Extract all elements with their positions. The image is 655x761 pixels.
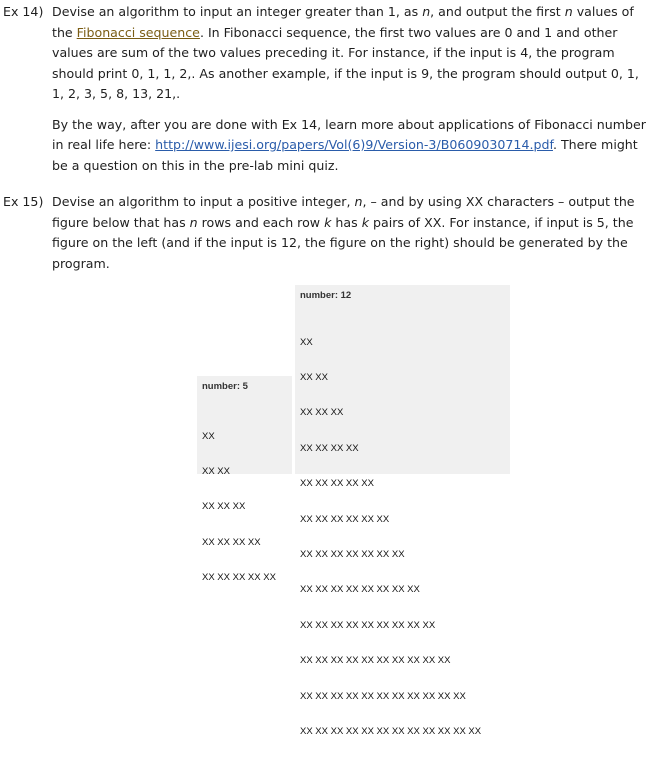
ex14-text-b: , and output the first [430,4,565,19]
exercise-14-paragraph-2 [52,115,652,177]
figure-12-header: number: 12 [300,290,352,301]
ex14-text-d: . In Fibonacci sequence, the first two values are 0 and 1 and other values are sum of the two values preceding it. For instance, if the input is 4, the program should print 0, 1, 1, 2,. As another example, if the input is 9, the program should output 0, 1, 1, 2, 3, 5, 8, 13, 21,. [52,24,639,101]
ex14-text-a: Devise an algorithm to input an integer greater than 1, as [52,4,423,19]
figure-row: XX XX XX XX XX XX XX [300,548,405,560]
figure-row: XX XX [202,465,230,477]
ex15-text-e: pairs of XX. For instance, if input is 5, the figure on the left (and if the input is 12, the figure on the right) should be generated by the program. [52,214,634,271]
fibonacci-sequence-link[interactable]: Fibonacci sequence [76,24,200,40]
figure-row: XX XX XX XX XX XX XX XX XX XX [300,655,451,667]
figure-5-header: number: 5 [202,381,248,392]
figure-row: XX XX XX [300,407,344,419]
figure-row: XX XX XX XX [300,442,359,454]
ex15-text-d: has [331,214,362,230]
figure-input-12 [295,285,510,737]
figure-row: XX XX XX [202,501,246,513]
ex15-var-k: k [324,214,332,230]
ex14-var-n: n [564,4,573,19]
ex15-var-k: k [361,214,369,230]
figure-row: XX XX XX XX XX [300,478,374,490]
ex15-text-b: , – and by using XX characters – output the figure below that has [52,194,635,230]
figure-row: XX XX XX XX XX [202,572,276,584]
ex15-var-n: n [354,194,363,209]
exercise-15-paragraph [52,192,652,274]
ex14-text-c: values of the [52,4,634,40]
figure-row: XX XX XX XX [202,536,261,548]
figure-row: XX XX XX XX XX XX XX XX XX XX XX [300,690,466,702]
ex15-var-n: n [189,214,198,230]
exercise-15-body [52,192,652,274]
ex14-text-e: By the way, after you are done with Ex 14, learn more about applications of Fibonacci number in real life here: [52,116,646,152]
ex15-text-c: rows and each row [197,214,325,230]
exercise-14-label: Ex 14) [3,4,44,19]
fibonacci-paper-link[interactable]: http://www.ijesi.org/papers/Vol(6)9/Version-3/B0609030714.pdf [155,137,553,152]
exercise-15-label: Ex 15) [3,194,44,209]
ex14-var-n: n [422,4,431,19]
figure-row: XX XX XX XX XX XX XX XX XX XX XX XX [300,725,482,737]
ex14-text-f: . There might be a question on this in the pre-lab mini quiz. [52,137,638,173]
exercise-14-paragraph-1 [52,2,652,105]
figure-row: XX [300,336,313,348]
figure-row: XX XX XX XX XX XX XX XX XX [300,619,436,631]
figure-row: XX XX [300,371,328,383]
figure-row: XX [202,430,215,442]
figure-12-rows [300,313,481,761]
figure-row: XX XX XX XX XX XX [300,513,390,525]
figure-input-5 [197,376,292,584]
figure-row: XX XX XX XX XX XX XX XX [300,584,420,596]
exercise-14-body [52,2,652,176]
figure-5-rows [202,407,276,608]
ex15-text-a: Devise an algorithm to input a positive integer, [52,194,355,209]
